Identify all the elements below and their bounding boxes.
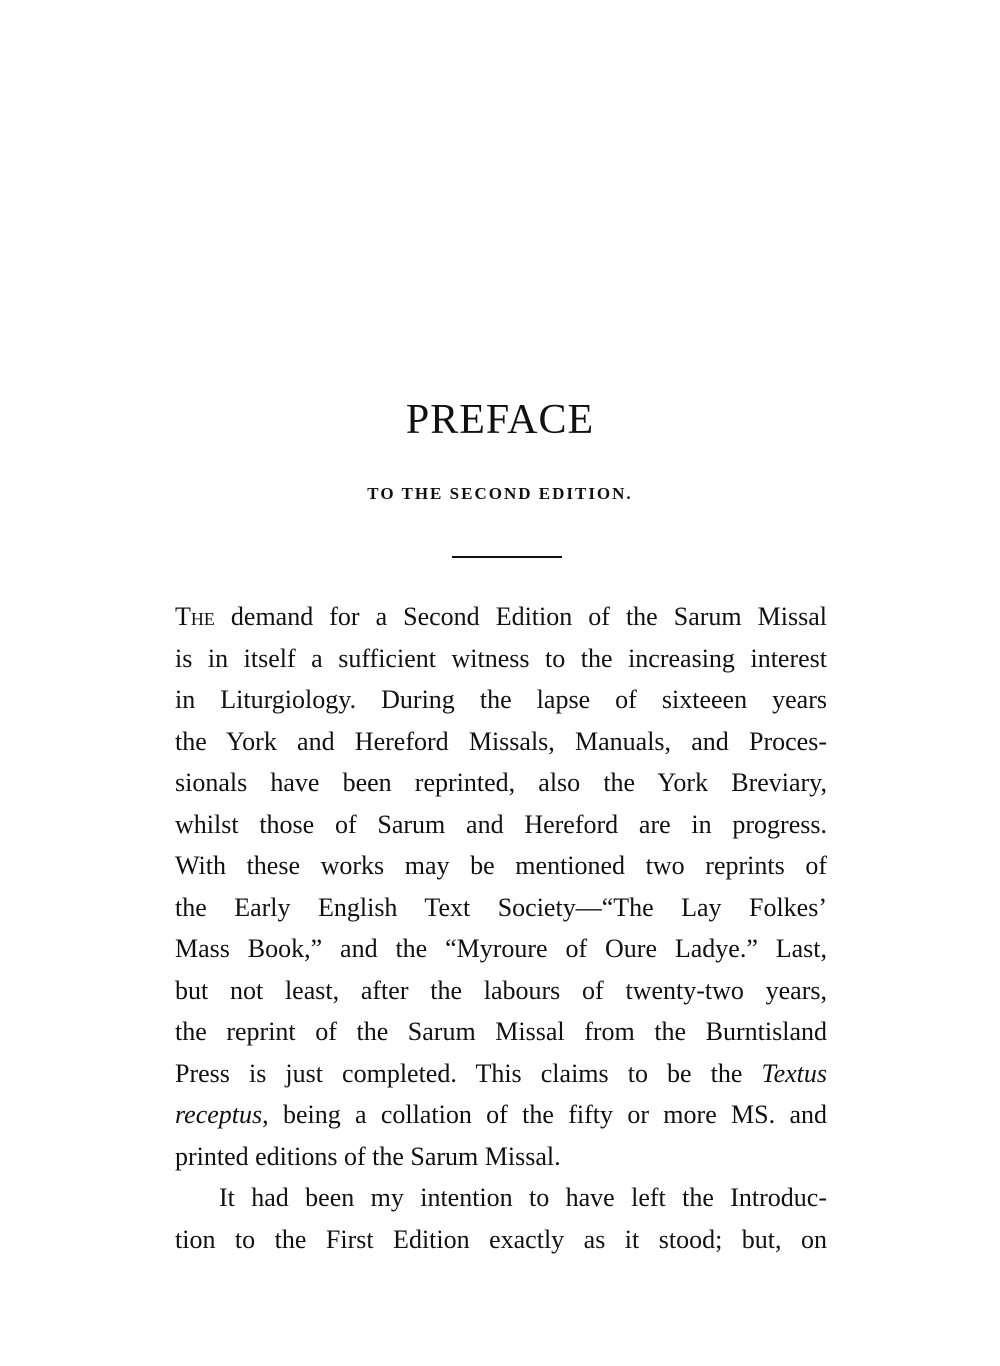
text-line: the Early English Text Society—“The Lay Folkes’: [175, 892, 827, 922]
text-line: printed editions of the Sarum Missal.: [175, 1141, 561, 1171]
body-text: [175, 596, 827, 1260]
text-line: whilst those of Sarum and Hereford are in progress.: [175, 809, 827, 839]
text-line: the reprint of the Sarum Missal from the Burntisland: [175, 1017, 827, 1046]
page-subtitle: TO THE SECOND EDITION.: [367, 484, 633, 503]
text-line: [175, 596, 827, 638]
text-line: [175, 1094, 827, 1136]
text-line: With these works may be mentioned two reprints of: [175, 851, 827, 880]
line-text: , being a collation of the fifty or more MS. and: [262, 1100, 827, 1129]
text-line: [175, 1053, 827, 1095]
text-line: is in itself a sufficient witness to the increasing interest: [175, 643, 827, 673]
line-text: demand for a Second Edition of the Sarum Missal: [214, 602, 827, 631]
drop-word: The: [175, 602, 215, 631]
page-title: PREFACE: [405, 397, 595, 443]
text-line: but not least, after the labours of twenty-two years,: [175, 975, 827, 1005]
italic-text: receptus: [175, 1100, 263, 1129]
line-text: Press is just completed. This claims to be the: [175, 1058, 762, 1088]
text-line: the York and Hereford Missals, Manuals, and Proces-: [175, 726, 827, 756]
text-line: Mass Book,” and the “Myroure of Oure Ladye.” Last,: [175, 934, 827, 963]
text-line: sionals have been reprinted, also the York Breviary,: [175, 768, 827, 797]
text-line: in Liturgiology. During the lapse of sixteeen years: [175, 685, 827, 714]
italic-text: Textus: [761, 1058, 827, 1088]
title-divider: [452, 556, 562, 558]
text-line: tion to the First Edition exactly as it stood; but, on: [175, 1224, 827, 1254]
text-line: It had been my intention to have left the Introduc-: [219, 1183, 827, 1212]
